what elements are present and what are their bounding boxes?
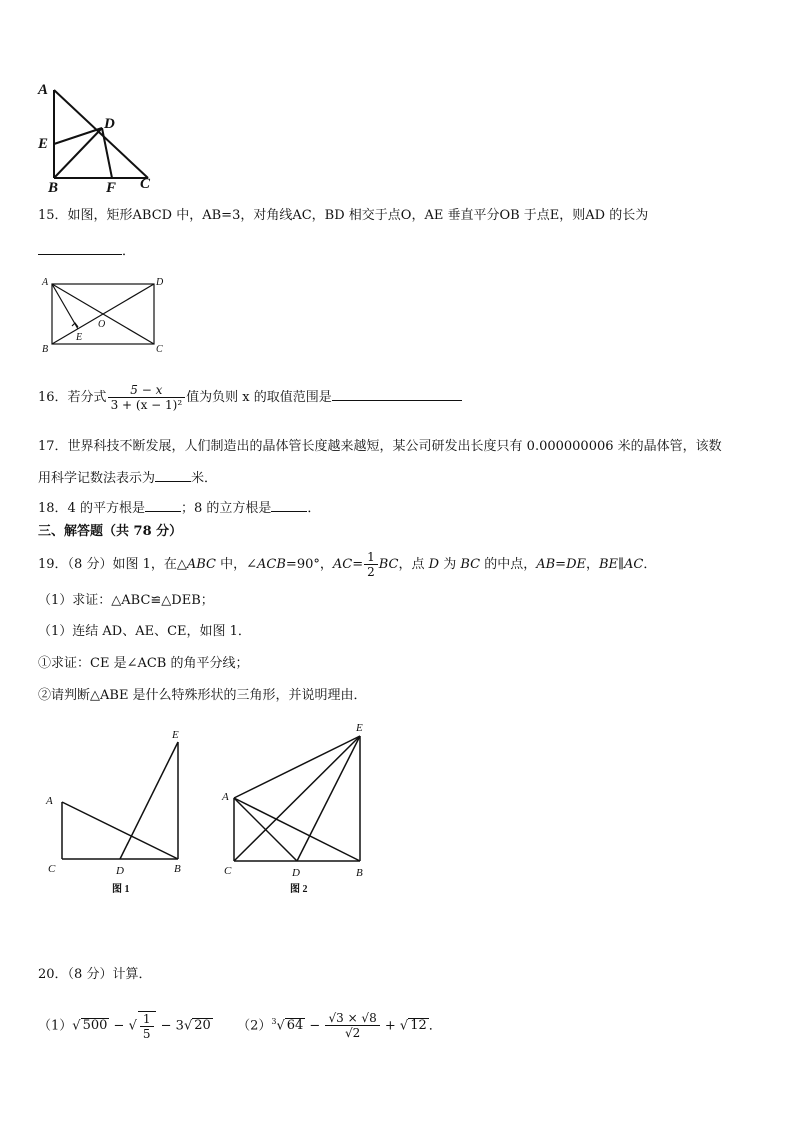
- fraction: $\frac{1}{5}$: [138, 1011, 156, 1041]
- question-19-part2: （1）连结 AD、AE、CE，如图 1．: [38, 624, 251, 639]
- label-O: O: [98, 319, 106, 330]
- answer-blank-2[interactable]: [271, 497, 307, 512]
- label-B: B: [356, 867, 363, 879]
- label-E: E: [172, 729, 179, 741]
- fraction: $\frac{1}{2}$: [364, 550, 378, 579]
- question-15-answer: ．: [38, 240, 135, 262]
- answer-blank-1[interactable]: [145, 497, 181, 512]
- figure-q19-2: [218, 716, 378, 898]
- label-A: A: [42, 277, 49, 288]
- question-19-part2-ii: ②请判断△ABE 是什么特殊形状的三角形，并说明理由．: [38, 688, 367, 703]
- label-E: E: [38, 136, 49, 152]
- label-B: B: [174, 863, 181, 875]
- answer-blank[interactable]: [155, 467, 191, 482]
- figure-q14: [36, 82, 166, 194]
- figure-q19-1: [40, 722, 200, 898]
- question-17-line1: 17．世界科技不断发展，人们制造出的晶体管长度越来越短，某公司研发出长度只有 0.000000006 米的晶体管，该数: [38, 439, 722, 454]
- figure-q15: [38, 272, 168, 356]
- fraction: $\frac{5 - x}{\text{3 + (x − 1)²}}$: [108, 383, 186, 412]
- section-heading: 三、解答题（共 78 分）: [38, 524, 183, 539]
- label-D: D: [116, 865, 124, 877]
- label-E: E: [76, 332, 83, 343]
- label-C: C: [140, 176, 151, 192]
- question-20-parts: （1）√ 500 − √ $\frac{1}{5}$ − 3√ 20 $(2)^3√$ 64 − $\frac{√3 \times √8}{√2}$ + √ 12 ．: [38, 1011, 442, 1041]
- label-B: B: [42, 344, 49, 355]
- label-C: C: [48, 863, 56, 875]
- question-20: 20．（8 分）计算．: [38, 967, 152, 982]
- label-C: C: [156, 344, 163, 355]
- label-F: F: [106, 180, 117, 194]
- fraction: $\frac{√3 \times √8}{√2}$: [325, 1011, 379, 1040]
- label-A: A: [38, 82, 49, 98]
- label-D: D: [104, 116, 115, 132]
- question-19: 19．（8 分）如图 1，在△ABC 中，∠ACB=90°，AC= $\frac{1}{2}$ BC，点 D 为 BC 的中点，AB=DE，BE∥AC．: [38, 550, 657, 579]
- label-D: D: [292, 867, 300, 879]
- question-16: 16．若分式 $\frac{5 - x}{\text{3 + (x − 1)²}}$ 值为负则 x 的取值范围是: [38, 383, 462, 413]
- question-15: 15．如图，矩形ABCD 中，AB=3，对角线AC，BD 相交于点O，AE 垂直平分OB 于点E，则AD 的长为: [38, 208, 649, 223]
- question-17-line2: 用科学记数法表示为 米．: [38, 467, 217, 489]
- answer-blank[interactable]: [38, 240, 122, 255]
- label-C: C: [224, 865, 232, 877]
- question-18: 18．4 的平方根是 ；8 的立方根是 ．: [38, 497, 320, 519]
- question-19-part1: （1）求证：△ABC≌△DEB；: [38, 593, 214, 608]
- label-B: B: [48, 180, 59, 194]
- question-19-part2-i: ①求证：CE 是∠ACB 的角平分线；: [38, 656, 249, 671]
- answer-blank[interactable]: [332, 386, 462, 401]
- figure-caption: 图 2: [290, 884, 308, 895]
- label-D: D: [156, 277, 164, 288]
- figure-caption: 图 1: [112, 884, 130, 895]
- label-E: E: [356, 722, 363, 734]
- label-A: A: [46, 795, 53, 807]
- label-A: A: [222, 791, 229, 803]
